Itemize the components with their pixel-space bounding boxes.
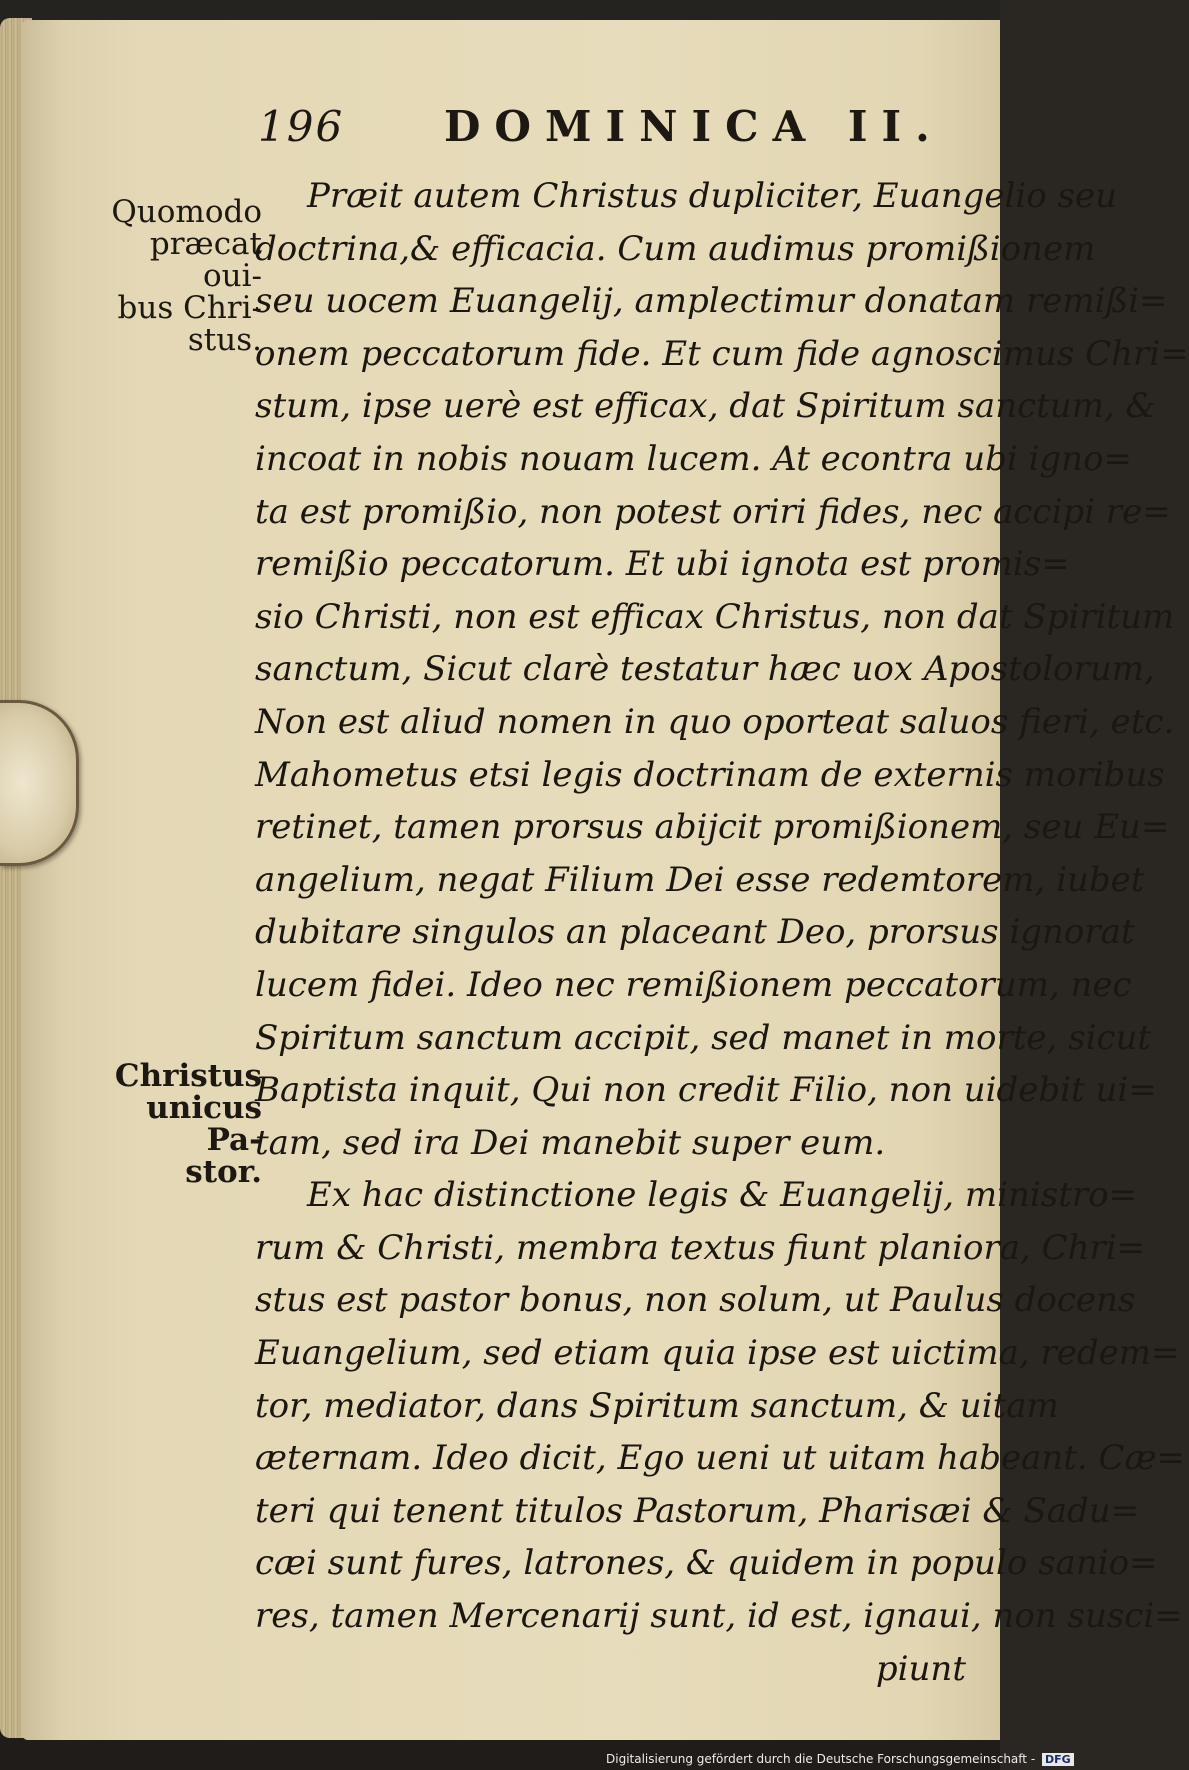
margin-note-quomodo: [92, 196, 262, 356]
digitization-credit: [606, 1752, 1071, 1770]
text-line: sio Christi, non est efficax Christus, non dat Spiritum: [255, 596, 1175, 637]
text-line: remißio peccatorum. Et ubi ignota est promis=: [255, 544, 1070, 585]
text-line: stus est pastor bonus, non solum, ut Paulus docens: [255, 1280, 1136, 1321]
scanner-top-band: [0, 0, 1000, 22]
text-line: cæi sunt fures, latrones, & quidem in populo sanio=: [255, 1543, 1158, 1584]
margin-note-line: bus Chri-: [117, 290, 262, 326]
margin-note-christus: [92, 1060, 262, 1188]
text-line: ta est promißio, non potest oriri fides, nec accipi re=: [255, 491, 1171, 532]
text-line: Baptista inquit, Qui non credit Filio, non uidebit ui=: [255, 1070, 1157, 1111]
text-line: æternam. Ideo dicit, Ego ueni ut uitam habeant. Cæ=: [255, 1438, 1185, 1479]
text-line: angelium, negat Filium Dei esse redemtorem, iubet: [255, 859, 1145, 900]
margin-note-line: stor.: [185, 1154, 262, 1190]
margin-note-line: stus.: [187, 322, 262, 358]
text-line: retinet, tamen prorsus abijcit promißionem, seu Eu=: [255, 807, 1170, 848]
text-line: Mahometus etsi legis doctrinam de externis moribus: [255, 754, 1165, 795]
text-line: doctrina,& efficacia. Cum audimus promißionem: [255, 228, 1096, 269]
text-line: tam, sed ira Dei manebit super eum.: [255, 1122, 886, 1163]
text-line: tor, mediator, dans Spiritum sanctum, & uitam: [255, 1385, 1059, 1426]
text-line: onem peccatorum fide. Et cum fide agnoscimus Chri=: [255, 333, 1189, 374]
running-title: DOMINICA II.: [444, 102, 944, 151]
dfg-logo: DFG: [1042, 1753, 1074, 1766]
text-line: Euangelium, sed etiam quia ipse est uictima, redem=: [255, 1333, 1180, 1374]
page-number: 196: [258, 102, 345, 151]
text-line: incoat in nobis nouam lucem. At econtra ubi igno=: [255, 438, 1133, 479]
text-line: Præit autem Christus dupliciter, Euangelio seu: [307, 176, 1118, 216]
text-line: sanctum, Sicut clarè testatur hæc uox Apostolorum,: [255, 649, 1155, 690]
margin-note-line: præcat oui-: [149, 226, 262, 294]
margin-note-line: Quomodo: [111, 194, 262, 230]
margin-note-line: unicus Pa-: [146, 1090, 262, 1158]
book-clasp: [0, 700, 79, 866]
text-line: seu uocem Euangelij, amplectimur donatam remißi=: [255, 281, 1168, 322]
text-line: dubitare singulos an placeant Deo, prorsus ignorat: [255, 912, 1135, 953]
text-line: lucem fidei. Ideo nec remißionem peccatorum, nec: [255, 964, 1132, 1005]
margin-note-line: Christus: [114, 1058, 262, 1094]
text-line: teri qui tenent titulos Pastorum, Pharisæi & Sadu=: [255, 1490, 1140, 1531]
credit-text: Digitalisierung gefördert durch die Deutsche Forschungsgemeinschaft -: [606, 1752, 1036, 1766]
text-line: Non est aliud nomen in quo oporteat saluos fieri, etc.: [255, 701, 1175, 742]
text-line: rum & Christi, membra textus fiunt planiora, Chri=: [255, 1227, 1146, 1268]
text-line: stum, ipse uerè est efficax, dat Spiritum sanctum, &: [255, 386, 1156, 427]
page-header: [258, 102, 958, 152]
text-line: Ex hac distinctione legis & Euangelij, ministro=: [307, 1175, 1138, 1216]
body-text: [255, 170, 1189, 1695]
catchword: piunt: [875, 1648, 966, 1689]
text-line: res, tamen Mercenarij sunt, id est, ignaui, non susci=: [255, 1596, 1183, 1637]
text-line: Spiritum sanctum accipit, sed manet in morte, sicut: [255, 1017, 1152, 1058]
